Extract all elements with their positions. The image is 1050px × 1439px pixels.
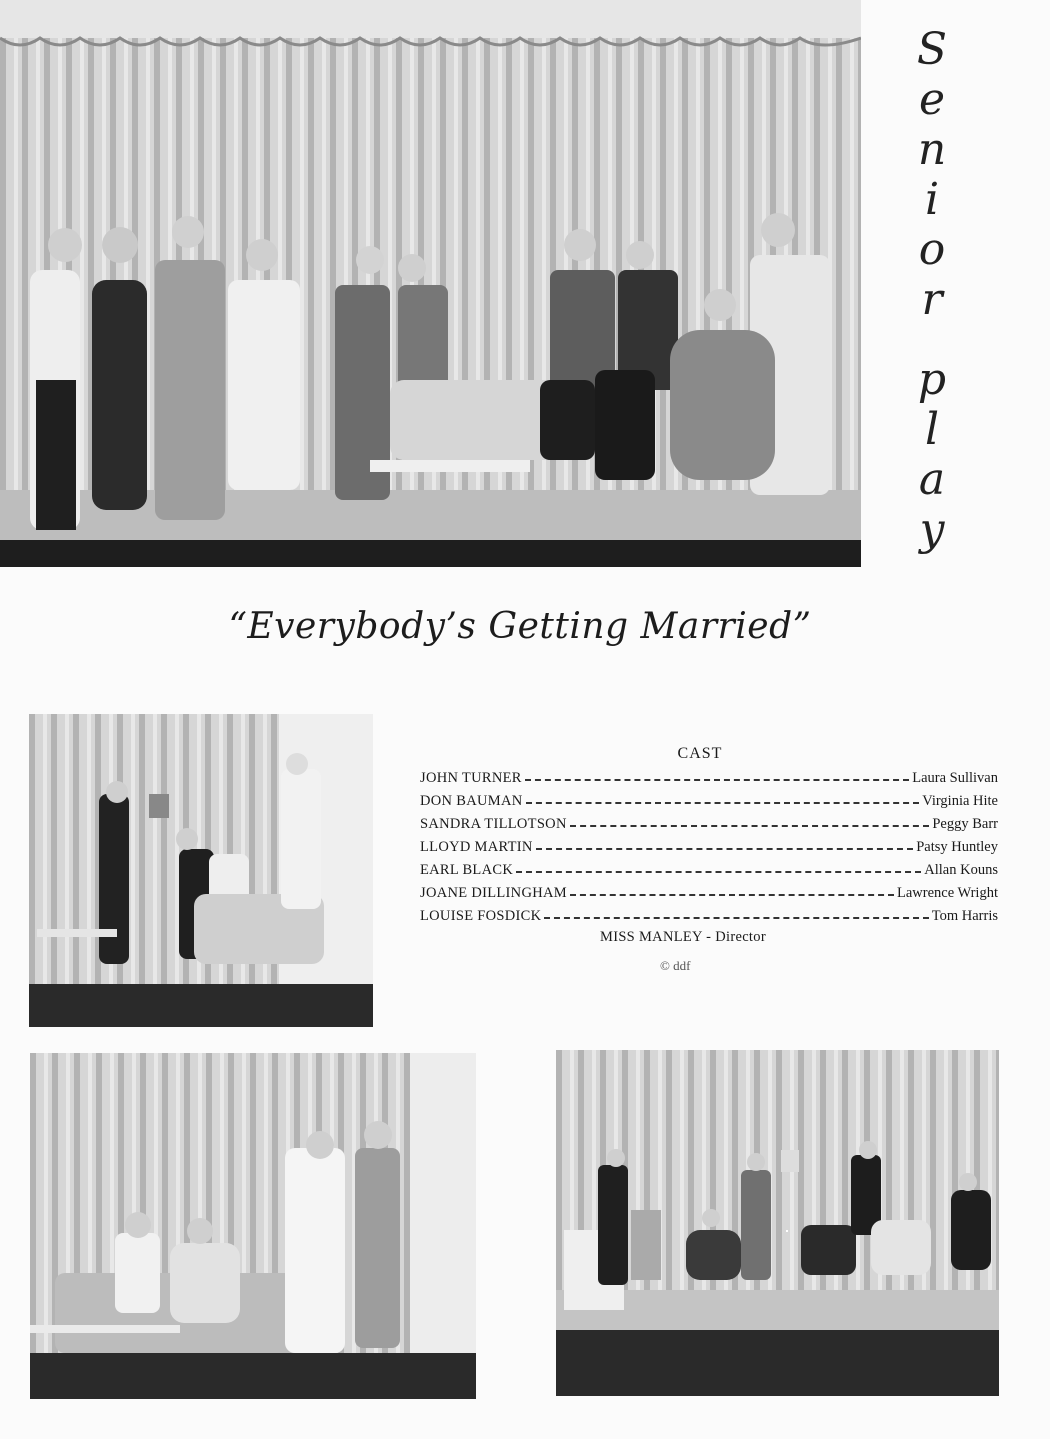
cast-row [420,790,998,812]
cast-row [420,905,998,927]
title-letter: r [921,274,943,325]
photo-main-cast-group [0,0,861,567]
photo-scene-sofa-standing [30,1053,476,1399]
title-letter: y [919,504,945,555]
vertical-title [902,24,962,558]
title-letter: a [918,454,946,505]
leader-dots [536,848,914,850]
cast-actor: Tom Harris [931,907,998,924]
cast-role: SANDRA TILLOTSON [420,815,567,832]
title-letter: p [917,354,947,405]
cast-role: EARL BLACK [420,861,514,878]
cast-row [420,859,998,881]
cast-actor: Virginia Hite [922,792,998,809]
leader-dots [516,871,921,873]
leader-dots [570,825,930,827]
cast-actor: Allan Kouns [924,861,998,878]
director-line: MISS MANLEY - Director [600,929,766,945]
title-letter: i [924,174,940,225]
title-letter: l [924,404,940,455]
cast-actor: Laura Sullivan [912,769,998,786]
title-letter: o [918,224,946,275]
leader-dots [525,779,909,781]
cast-role: JOANE DILLINGHAM [420,884,567,901]
copyright-credit: © ddf [660,958,691,973]
cast-actor: Patsy Huntley [916,838,998,855]
cast-role: LOUISE FOSDICK [420,907,542,924]
cast-row [420,836,998,858]
cast-row [420,767,998,789]
cast-role: DON BAUMAN [420,792,523,809]
play-title: “Everybody’s Getting Married” [228,606,812,647]
photo-scene-couch [29,714,373,1027]
leader-dots [526,802,920,804]
leader-dots [544,917,928,919]
cast-row [420,813,998,835]
title-letter: n [917,124,947,175]
cast-actor: Lawrence Wright [896,884,998,901]
cast-actor: Peggy Barr [932,815,998,832]
title-letter: S [916,24,948,75]
photo-scene-wide-stage [556,1050,999,1396]
cast-heading: CAST [677,745,723,762]
cast-row [420,882,998,904]
leader-dots [570,894,894,896]
cast-role: JOHN TURNER [420,769,522,786]
cast-role: LLOYD MARTIN [420,838,533,855]
title-letter: e [918,74,946,125]
